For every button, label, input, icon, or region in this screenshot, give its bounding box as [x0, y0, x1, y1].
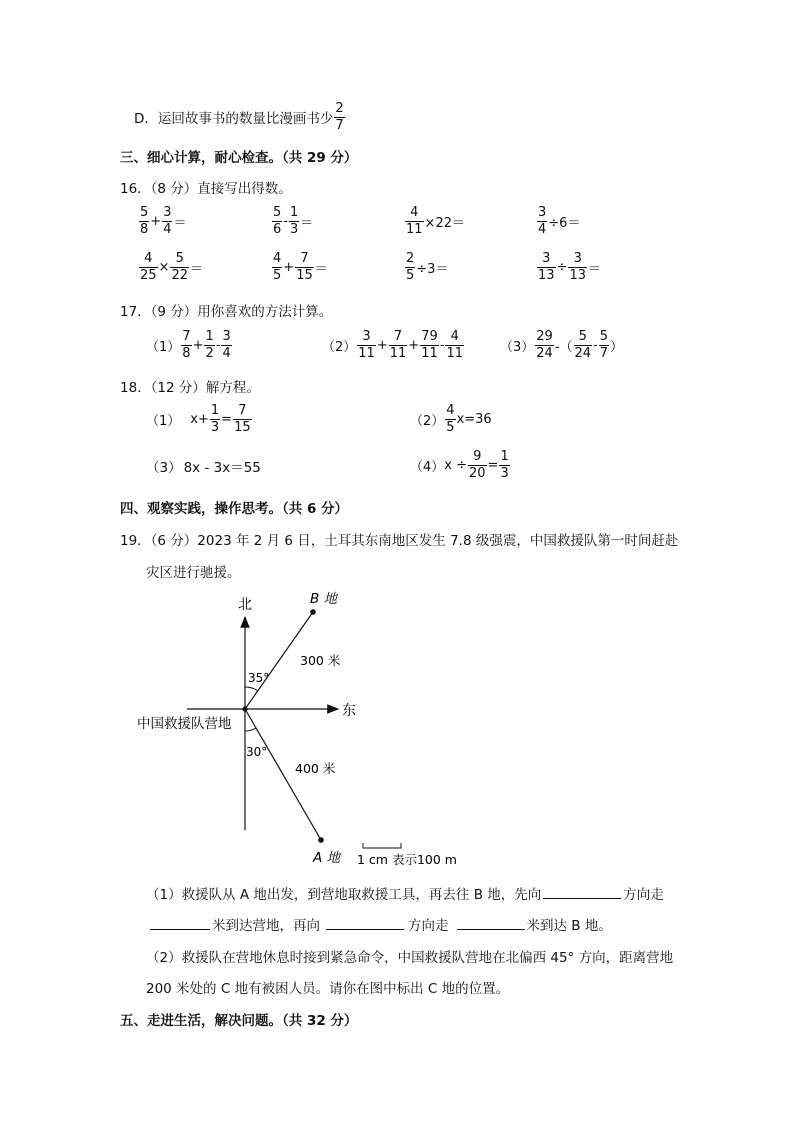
- angle-arc-a: [245, 728, 256, 731]
- q16-item-5: $\frac{4}{25}$ × $\frac{5}{22}$ ＝: [140, 251, 204, 283]
- a-label: A 地: [313, 850, 341, 866]
- q19-part-2-line-2: 200 米处的 C 地有被困人员。请你在图中标出 C 地的位置。: [146, 981, 510, 997]
- angle-arc-b: [245, 687, 258, 691]
- q18-part-4: （4）x ÷ $\frac{9}{20}$ = $\frac{1}{3}$: [410, 449, 509, 481]
- angle-a-label: 30°: [246, 745, 268, 759]
- q16-item-8: $\frac{3}{13}$ ÷ $\frac{3}{13}$ ＝: [538, 251, 602, 283]
- answer-blank-1[interactable]: [543, 886, 621, 899]
- north-label: 北: [238, 597, 252, 613]
- q18-part-3: （3） 8x - 3x＝55: [146, 460, 261, 476]
- answer-blank-4[interactable]: [457, 917, 525, 930]
- camp-label: 中国救援队营地: [137, 716, 232, 732]
- option-d: D．运回故事书的数量比漫画书少 $\frac{2}{7}$: [134, 101, 344, 133]
- section-4-title: 四、观察实践，操作思考。（共 6 分）: [120, 501, 349, 517]
- scale-label: 1 cm 表示100 m: [357, 852, 457, 867]
- answer-blank-2[interactable]: [150, 917, 210, 930]
- q16-item-1: $\frac{5}{8}$ + $\frac{3}{4}$ ＝: [140, 205, 187, 237]
- point-b: [310, 609, 316, 615]
- q16-item-4: $\frac{3}{4}$ ÷6＝: [538, 205, 581, 237]
- east-label: 东: [342, 703, 356, 719]
- q17-part-3: （3） $\frac{29}{24}$ -（ $\frac{5}{24}$ - $\frac{5}{7}$ ）: [500, 329, 624, 361]
- q19-line-1: 19．（6 分）2023 年 2 月 6 日，土耳其东南地区发生 7.8 级强震，中国救援队第一时间赶赴: [120, 533, 679, 549]
- section-3-title: 三、细心计算，耐心检查。（共 29 分）: [120, 150, 358, 166]
- q17-part-1: （1） $\frac{7}{8}$ + $\frac{1}{2}$ - $\frac{3}{4}$: [146, 329, 231, 361]
- answer-blank-3[interactable]: [326, 917, 404, 930]
- q16-item-3: $\frac{4}{11}$ ×22＝: [406, 205, 465, 237]
- q16-item-2: $\frac{5}{6}$ - $\frac{1}{3}$ ＝: [273, 205, 314, 237]
- q16-item-6: $\frac{4}{5}$ + $\frac{7}{15}$ ＝: [273, 251, 328, 283]
- scale-bar: [363, 843, 401, 848]
- q17-part-2: （2） $\frac{3}{11}$ + $\frac{7}{11}$ + $\frac{79}{11}$ - $\frac{4}{11}$: [322, 329, 463, 361]
- q18-part-2: （2） $\frac{4}{5}$ x=36: [410, 403, 492, 435]
- fraction: $\frac{2}{7}$: [335, 101, 344, 133]
- q19-part-1-line-1: （1）救援队从 A 地出发，到营地取救援工具，再去往 B 地，先向 方向走: [146, 887, 664, 903]
- q16-item-7: $\frac{2}{5}$ ÷3＝: [406, 251, 449, 283]
- q18-title: 18．（12 分）解方程。: [120, 380, 260, 396]
- point-a: [318, 837, 324, 843]
- q19-part-1-line-2: 米到达营地，再向 方向走 米到达 B 地。: [150, 914, 612, 934]
- angle-b-label: 35°: [248, 671, 270, 685]
- q17-title: 17．（9 分）用你喜欢的方法计算。: [120, 304, 333, 320]
- dist-a-label: 400 米: [295, 761, 336, 776]
- section-5-title: 五、走进生活，解决问题。（共 32 分）: [120, 1013, 358, 1029]
- q19-line-2: 灾区进行驰援。: [146, 565, 241, 581]
- camp-point: [242, 706, 247, 711]
- b-label: B 地: [310, 591, 338, 607]
- q18-part-1: （1） x+ $\frac{1}{3}$ = $\frac{7}{15}$: [146, 403, 251, 435]
- q16-title: 16．（8 分）直接写出得数。: [120, 181, 292, 197]
- dist-b-label: 300 米: [300, 653, 341, 668]
- q19-part-2-line-1: （2）救援队在营地休息时接到紧急命令，中国救援队营地在北偏西 45° 方向，距离营地: [146, 950, 674, 966]
